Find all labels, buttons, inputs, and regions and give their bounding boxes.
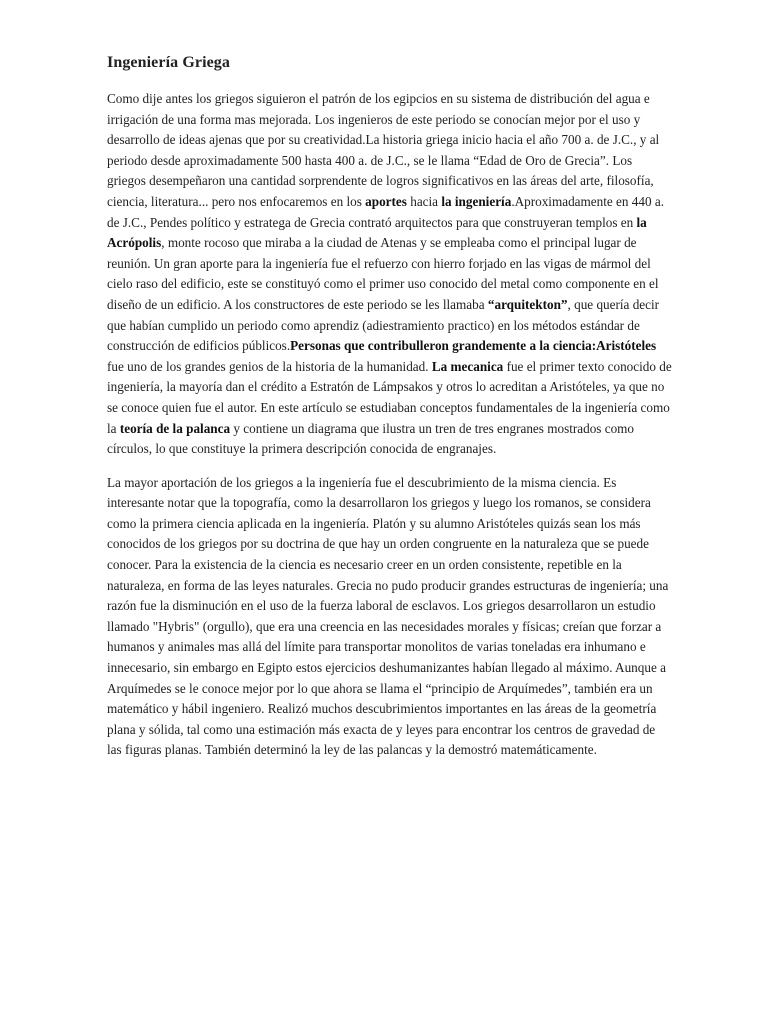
text-run: .Aproximadamente en 440 a. de J.C., Pendes político y estratega de Grecia contrató arquitectos para que construyeran templos en [107,193,665,230]
bold-personas-contribuyentes: Personas que contribulleron grandemente a la ciencia:Aristóteles [290,338,657,354]
text-run: Como dije antes los griegos siguieron el patrón de los egipcios en su sistema de distribución del agua e irrigación de una forma mas mejorada. Los ingenieros de este periodo se conocían mejor por el uso y desarrollo de ideas ajenas que por su creatividad.La historia griega inicio hacia el año 700 a. de J.C., y al periodo desde aproximadamente 500 hasta 400 a. de J.C., se le llama “Edad de Oro de Grecia”. Los griegos desempeñaron una cantidad sorprendente de logros significativos en las áreas del arte, filosofía, ciencia, literatura... pero nos enfocaremos en los [107,91,660,209]
paragraph-2: La mayor aportación de los griegos a la ingeniería fue el descubrimiento de la misma ciencia. Es interesante notar que la topografía, como la desarrollaron los griegos y luego los romanos, se considera como la primera ciencia aplicada en la ingeniería. Platón y su alumno Aristóteles quizás sean los más conocidos de los griegos por su doctrina de que hay un orden congruente en la naturaleza que se puede conocer. Para la existencia de la ciencia es necesario creer en un orden consistente, repetible en la naturaleza, en forma de las leyes naturales. Grecia no pudo producir grandes estructuras de ingeniería; una razón fue la disminución en el uso de la fuerza laboral de esclavos. Los griegos desarrollaron un estudio llamado "Hybris" (orgullo), que era una creencia en las necesidades morales y físicas; creían que forzar a humanos y animales mas allá del límite para transportar monolitos de varias toneladas era inhumano e innecesario, sin embargo en Egipto estos ejercicios deshumanizantes habían llegado al máximo. Aunque a Arquímedes se le conoce mejor por lo que ahora se llama el “principio de Arquímedes”, también era un matemático y hábil ingeniero. Realizó muchos descubrimientos importantes en las áreas de la geometría plana y sólida, tal como una estimación más exacta de y leyes para encontrar los centros de gravedad de las figuras planas. También determinó la ley de las palancas y la demostró matemáticamente. [107,474,669,758]
document-title: Ingeniería Griega [107,54,231,71]
text-run: hacia [406,193,442,209]
text-run: fue el primer texto conocido de ingeniería, la mayoría dan el crédito a Estratón de Lámpsakos y otros lo acreditan a Aristóteles, ya que no se conoce quien fue el autor. En este artículo se estudiaban conceptos fundamentales de la ingeniería como la [107,358,672,436]
bold-aportes: aportes [365,193,407,209]
bold-la-mecanica: La mecanica [431,358,504,374]
bold-la-acropolis: la Acrópolis [107,214,647,251]
text-run: y contiene un diagrama que ilustra un tren de tres engranes mostrados como círculos, lo que constituye la primera descripción conocida de engranajes. [107,420,635,457]
bold-teoria-de-la-palanca: teoría de la palanca [119,420,231,436]
text-run: , monte rocoso que miraba a la ciudad de Atenas y se empleaba como el principal lugar de reunión. Un gran aporte para la ingeniería fue el refuerzo con hierro forjado en las vigas de mármol del cielo raso del edificio, este se constituyó como el primer uso conocido del metal como componente en el diseño de un edificio. A los constructores de este periodo se les llamaba [107,235,659,312]
bold-la-ingenieria: la ingeniería [441,193,512,209]
paragraph-1 [107,89,672,460]
bold-arquitekton: “arquitekton” [487,296,568,312]
text-run: fue uno de los grandes genios de la historia de la humanidad. [107,358,432,374]
text-run: , que quería decir que habían cumplido un periodo como aprendiz (adiestramiento practico) en los métodos estándar de construcción de edificios públicos. [107,296,660,354]
